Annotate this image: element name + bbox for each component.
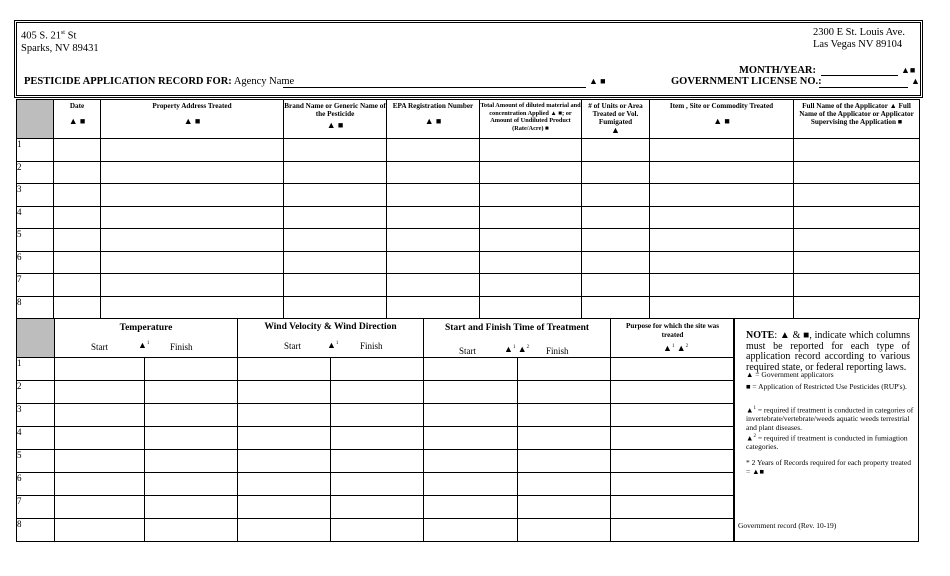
wind-start-label: Start [284, 341, 301, 351]
col-property-address-symbols: ▲ ■ [183, 116, 201, 126]
cell-brand-name[interactable] [284, 206, 387, 229]
cell-wind-finish[interactable] [331, 427, 424, 450]
cell-time-finish[interactable] [518, 496, 611, 519]
cell-item-site[interactable] [650, 206, 794, 229]
table-row [17, 296, 920, 319]
years-required-text: * 2 Years of Records required for each property treated = ▲■ [746, 458, 911, 476]
cell-applicator-name[interactable] [794, 229, 920, 252]
time-mark-sup2: 2 [526, 345, 530, 350]
cell-temp-start[interactable] [55, 473, 145, 496]
col-units-area [582, 100, 650, 139]
cell-applicator-name[interactable] [794, 184, 920, 207]
col-purpose [611, 319, 735, 358]
row-number: 7 [17, 496, 55, 519]
col-brand-name-symbols: ▲ ■ [326, 120, 344, 130]
left-address-line1-end: St [64, 30, 77, 42]
cell-total-amount[interactable] [480, 139, 582, 162]
cell-wind-start[interactable] [238, 404, 331, 427]
row-number: 4 [17, 427, 55, 450]
cell-time-start[interactable] [424, 496, 518, 519]
cell-temp-finish[interactable] [145, 450, 238, 473]
cell-property-address[interactable] [101, 206, 284, 229]
col-date-title: Date [69, 102, 85, 110]
row-number: 3 [17, 184, 54, 207]
cell-purpose[interactable] [611, 473, 735, 496]
cell-wind-start[interactable] [238, 450, 331, 473]
cell-applicator-name[interactable] [794, 161, 920, 184]
corner-cell [17, 100, 54, 139]
cell-total-amount[interactable] [480, 251, 582, 274]
col-units-area-symbols: ▲ [611, 125, 620, 135]
table-row [17, 358, 735, 381]
right-address [813, 27, 905, 51]
cell-purpose[interactable] [611, 519, 735, 542]
cell-epa-number[interactable] [387, 139, 480, 162]
cell-wind-finish[interactable] [331, 473, 424, 496]
col-date [54, 100, 101, 139]
table-row [17, 229, 920, 252]
table-row [17, 206, 920, 229]
cell-total-amount[interactable] [480, 184, 582, 207]
legend-t2-text: = required if treatment is conducted in fumiagtion categories. [746, 433, 908, 451]
cell-total-amount[interactable] [480, 274, 582, 297]
cell-property-address[interactable] [101, 184, 284, 207]
cell-brand-name[interactable] [284, 161, 387, 184]
col-total-amount-title: Total Amount of diluted material and concentration Applied ▲ ■; or Amount of Undiluted Product (Rate/Acre) ■ [480, 102, 581, 132]
cell-applicator-name[interactable] [794, 206, 920, 229]
col-date-symbols: ▲ ■ [68, 116, 86, 126]
cell-property-address[interactable] [101, 251, 284, 274]
purpose-title: Purpose for which the site was treated [625, 322, 720, 339]
col-item-site [650, 100, 794, 139]
cell-temp-finish[interactable] [145, 473, 238, 496]
cell-temp-finish[interactable] [145, 496, 238, 519]
row-number: 6 [17, 251, 54, 274]
col-epa-number-title: EPA Registration Number [392, 102, 474, 110]
cell-time-finish[interactable] [518, 358, 611, 381]
cell-time-finish[interactable] [518, 473, 611, 496]
table-row [17, 473, 735, 496]
cell-total-amount[interactable] [480, 229, 582, 252]
table-row [17, 274, 920, 297]
cell-wind-finish[interactable] [331, 496, 424, 519]
license-field[interactable] [819, 87, 908, 88]
legend-t1-mark: ▲ [746, 405, 754, 415]
table-row [17, 251, 920, 274]
cell-units-area[interactable] [582, 184, 650, 207]
cell-wind-finish[interactable] [331, 358, 424, 381]
row-number: 2 [17, 381, 55, 404]
right-address-line2: Las Vegas NV 89104 [813, 39, 903, 50]
col-total-amount [480, 100, 582, 139]
purpose-mark-1: ▲ [663, 343, 672, 353]
left-address-sup: st [60, 30, 65, 36]
corner-cell [17, 319, 55, 358]
agency-label: Agency Name [231, 76, 295, 87]
cell-applicator-name[interactable] [794, 296, 920, 319]
cell-temp-start[interactable] [55, 496, 145, 519]
row-number: 4 [17, 206, 54, 229]
col-applicator-name [794, 100, 920, 139]
right-address-line1: 2300 E St. Louis Ave. [813, 27, 905, 38]
cell-time-start[interactable] [424, 450, 518, 473]
temperature-title: Temperature [119, 323, 173, 333]
time-start-label: Start [459, 346, 477, 356]
cell-epa-number[interactable] [387, 274, 480, 297]
cell-wind-finish[interactable] [331, 519, 424, 542]
application-table [16, 99, 920, 319]
temperature-start-label: Start [91, 342, 108, 352]
row-number: 5 [17, 229, 54, 252]
title-label: PESTICIDE APPLICATION RECORD FOR: [24, 76, 232, 87]
col-item-site-symbols: ▲ ■ [713, 116, 730, 126]
legend-square: ■ = Application of Restricted Use Pesticides (RUP's). [746, 382, 907, 391]
cell-temp-start[interactable] [55, 358, 145, 381]
cell-temp-start[interactable] [55, 519, 145, 542]
cell-date[interactable] [54, 184, 101, 207]
cell-item-site[interactable] [650, 184, 794, 207]
cell-epa-number[interactable] [387, 296, 480, 319]
row-number: 8 [17, 296, 54, 319]
col-property-address-title: Property Address Treated [152, 102, 232, 110]
table-row [17, 404, 735, 427]
cell-date[interactable] [54, 161, 101, 184]
cell-applicator-name[interactable] [794, 139, 920, 162]
cell-brand-name[interactable] [284, 229, 387, 252]
col-units-area-title: # of Units or Area Treated or Vol. Fumigated [588, 102, 643, 126]
cell-applicator-name[interactable] [794, 251, 920, 274]
cell-epa-number[interactable] [387, 184, 480, 207]
note-paragraph [746, 331, 910, 373]
cell-item-site[interactable] [650, 296, 794, 319]
conditions-table [16, 318, 735, 542]
cell-units-area[interactable] [582, 274, 650, 297]
left-address-line2: Sparks, NV 89431 [21, 42, 99, 54]
cell-item-site[interactable] [650, 139, 794, 162]
wind-mark: ▲ [327, 340, 336, 350]
cell-item-site[interactable] [650, 274, 794, 297]
left-address [21, 27, 99, 55]
row-number: 1 [17, 139, 54, 162]
form-title [24, 76, 294, 87]
cell-epa-number[interactable] [387, 251, 480, 274]
cell-total-amount[interactable] [480, 206, 582, 229]
wind-finish-label: Finish [360, 341, 383, 351]
cell-wind-start[interactable] [238, 381, 331, 404]
cell-wind-finish[interactable] [331, 404, 424, 427]
license-label: GOVERNMENT LICENSE NO.: [671, 76, 822, 87]
table2-header-row [17, 319, 735, 358]
row-number: 1 [17, 358, 55, 381]
footer-revision: Government record (Rev. 10-19) [738, 521, 837, 530]
cell-brand-name[interactable] [284, 296, 387, 319]
cell-units-area[interactable] [582, 251, 650, 274]
cell-wind-finish[interactable] [331, 381, 424, 404]
cell-time-finish[interactable] [518, 450, 611, 473]
cell-time-start[interactable] [424, 473, 518, 496]
cell-item-site[interactable] [650, 161, 794, 184]
cell-units-area[interactable] [582, 229, 650, 252]
cell-date[interactable] [54, 274, 101, 297]
cell-property-address[interactable] [101, 296, 284, 319]
temperature-mark: ▲ [138, 340, 147, 350]
cell-wind-start[interactable] [238, 496, 331, 519]
legend-t2 [746, 433, 920, 452]
cell-temp-finish[interactable] [145, 427, 238, 450]
cell-wind-start[interactable] [238, 519, 331, 542]
table-row [17, 496, 735, 519]
row-number: 3 [17, 404, 55, 427]
row-number: 7 [17, 274, 54, 297]
cell-units-area[interactable] [582, 139, 650, 162]
cell-brand-name[interactable] [284, 184, 387, 207]
col-epa-number-symbols: ▲ ■ [424, 116, 442, 126]
cell-total-amount[interactable] [480, 296, 582, 319]
cell-units-area[interactable] [582, 161, 650, 184]
cell-purpose[interactable] [611, 381, 735, 404]
license-symbols: ▲ [911, 76, 920, 86]
cell-total-amount[interactable] [480, 161, 582, 184]
col-temperature [55, 319, 238, 358]
col-epa-number [387, 100, 480, 139]
cell-time-start[interactable] [424, 519, 518, 542]
wind-title: Wind Velocity & Wind Direction [264, 322, 397, 332]
cell-temp-finish[interactable] [145, 358, 238, 381]
cell-purpose[interactable] [611, 450, 735, 473]
purpose-mark-sup2: 2 [685, 344, 689, 349]
cell-time-finish[interactable] [518, 404, 611, 427]
cell-purpose[interactable] [611, 358, 735, 381]
col-time [424, 319, 611, 358]
purpose-mark-sup1: 1 [671, 344, 675, 349]
notes-panel [733, 318, 919, 542]
cell-brand-name[interactable] [284, 139, 387, 162]
legend-t1-text: = required if treatment is conducted in categories of invertebrate/vertebrate/weeds aquatic weeds terrestrial and plant diseases. [746, 405, 914, 432]
legend-t2-mark: ▲ [746, 433, 754, 443]
time-mark-1: ▲ [504, 344, 513, 354]
col-brand-name-title: Brand Name or Generic Name of the Pesticide [284, 102, 386, 118]
legend-t2-sup: 2 [753, 434, 756, 439]
month-year-symbols: ▲■ [901, 65, 916, 75]
table-row [17, 450, 735, 473]
cell-purpose[interactable] [611, 496, 735, 519]
col-item-site-title: Item , Site or Commodity Treated [669, 102, 774, 110]
note-text: : ▲ & ■, indicate which columns must be reported for each type of application record according to various required state, or federal reporting laws. [746, 330, 910, 373]
cell-time-finish[interactable] [518, 427, 611, 450]
table-row [17, 381, 735, 404]
row-number: 6 [17, 473, 55, 496]
cell-item-site[interactable] [650, 251, 794, 274]
cell-wind-start[interactable] [238, 473, 331, 496]
cell-brand-name[interactable] [284, 274, 387, 297]
left-address-line1: 405 S. 21 [21, 30, 61, 42]
cell-temp-finish[interactable] [145, 381, 238, 404]
cell-property-address[interactable] [101, 139, 284, 162]
cell-temp-start[interactable] [55, 381, 145, 404]
cell-wind-finish[interactable] [331, 450, 424, 473]
time-mark-sup1: 1 [512, 345, 516, 350]
cell-temp-finish[interactable] [145, 404, 238, 427]
col-brand-name [284, 100, 387, 139]
purpose-mark-2: ▲ [676, 343, 686, 353]
cell-brand-name[interactable] [284, 251, 387, 274]
cell-date[interactable] [54, 229, 101, 252]
cell-epa-number[interactable] [387, 229, 480, 252]
table-row [17, 184, 920, 207]
table-row [17, 427, 735, 450]
cell-date[interactable] [54, 206, 101, 229]
legend-t1-sup: 1 [753, 406, 756, 411]
month-year-label: MONTH/YEAR: [739, 65, 816, 76]
temperature-mark-sup: 1 [146, 341, 150, 346]
col-wind [238, 319, 424, 358]
cell-time-start[interactable] [424, 381, 518, 404]
cell-temp-finish[interactable] [145, 519, 238, 542]
cell-property-address[interactable] [101, 161, 284, 184]
cell-units-area[interactable] [582, 296, 650, 319]
cell-epa-number[interactable] [387, 161, 480, 184]
row-number: 8 [17, 519, 55, 542]
row-number: 5 [17, 450, 55, 473]
cell-time-finish[interactable] [518, 519, 611, 542]
legend-t1 [746, 405, 920, 432]
cell-units-area[interactable] [582, 206, 650, 229]
table-row [17, 161, 920, 184]
agency-name-field[interactable] [283, 87, 586, 88]
cell-time-start[interactable] [424, 404, 518, 427]
note-label: NOTE [746, 330, 775, 341]
title-symbols: ▲ ■ [589, 76, 606, 86]
col-applicator-name-title: Full Name of the Applicator ▲ Full Name of the Applicator or Applicator Supervising the Application ■ [799, 102, 914, 126]
cell-date[interactable] [54, 296, 101, 319]
cell-time-finish[interactable] [518, 381, 611, 404]
time-mark-2: ▲ [517, 344, 527, 354]
cell-temp-start[interactable] [55, 404, 145, 427]
col-property-address [101, 100, 284, 139]
table-row [17, 139, 920, 162]
month-year-field[interactable] [821, 75, 898, 76]
table1-header-row [17, 100, 920, 139]
cell-property-address[interactable] [101, 229, 284, 252]
cell-time-start[interactable] [424, 427, 518, 450]
cell-temp-start[interactable] [55, 427, 145, 450]
cell-wind-start[interactable] [238, 427, 331, 450]
cell-date[interactable] [54, 251, 101, 274]
cell-purpose[interactable] [611, 427, 735, 450]
cell-epa-number[interactable] [387, 206, 480, 229]
cell-applicator-name[interactable] [794, 274, 920, 297]
time-title: Start and Finish Time of Treatment [445, 323, 590, 333]
temperature-finish-label: Finish [170, 342, 193, 352]
cell-time-start[interactable] [424, 358, 518, 381]
time-finish-label: Finish [546, 346, 569, 356]
row-number: 2 [17, 161, 54, 184]
cell-temp-start[interactable] [55, 450, 145, 473]
table-row [17, 519, 735, 542]
cell-item-site[interactable] [650, 229, 794, 252]
cell-date[interactable] [54, 139, 101, 162]
legend-triangle: ▲ = Government applicators [746, 370, 834, 379]
cell-purpose[interactable] [611, 404, 735, 427]
cell-wind-start[interactable] [238, 358, 331, 381]
cell-property-address[interactable] [101, 274, 284, 297]
wind-mark-sup: 1 [335, 341, 339, 346]
